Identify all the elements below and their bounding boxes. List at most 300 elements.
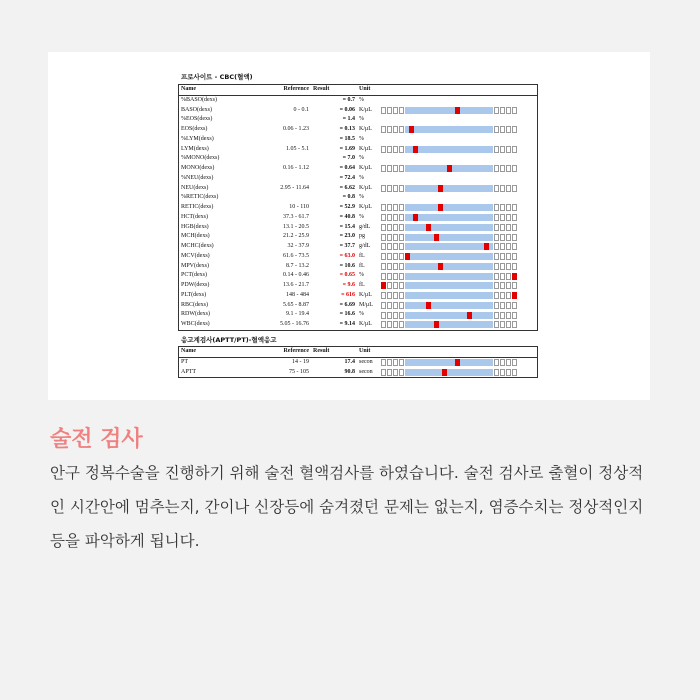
result-value: = 72.4 [339, 174, 355, 181]
coag-section-title: 응고계검사(APTT/PT)-혈액응고 [181, 336, 277, 344]
reference-range [243, 174, 311, 184]
high-scale-cell [500, 243, 505, 250]
range-scale-cell [379, 310, 538, 320]
reference-range: 21.2 - 25.9 [283, 233, 309, 240]
range-scale-cell [379, 320, 538, 330]
low-scale-cell [381, 253, 386, 260]
low-scale-cell [399, 273, 404, 280]
result-value: = 6.62 [339, 184, 355, 191]
high-scale-cell [506, 234, 511, 241]
low-scale-cell [393, 243, 398, 250]
low-scale-cell [381, 214, 386, 221]
high-scale-cell [506, 224, 511, 231]
reference-range: 32 - 37.9 [287, 243, 309, 249]
range-scale-cell [379, 301, 538, 311]
range-scale-cell [379, 145, 538, 155]
low-scale-cell [387, 369, 392, 376]
range-scale-cell [379, 95, 538, 105]
low-scale-cell [393, 234, 398, 241]
reference-range-bar [405, 185, 493, 192]
low-scale-cell [393, 214, 398, 221]
table-row [179, 368, 538, 378]
reference-range: 148 - 484 [286, 291, 309, 298]
unit-label: K/μL [359, 165, 372, 171]
reference-range [243, 115, 311, 125]
high-scale-cell [512, 369, 517, 376]
unit-label: K/μL [359, 106, 372, 113]
result-value: = 0.13 [339, 126, 355, 132]
low-scale-cell [393, 146, 398, 153]
unit-label: % [359, 194, 364, 201]
reference-range: 2.95 - 11.64 [280, 184, 309, 191]
high-scale-cell [506, 165, 511, 172]
table-row [179, 164, 538, 174]
high-scale-cell [506, 321, 511, 328]
header-result: Result [311, 347, 357, 358]
test-name: MCV(dexs) [181, 252, 210, 259]
low-scale-cell [381, 185, 386, 192]
table-row [179, 145, 538, 155]
low-scale-cell [399, 107, 404, 114]
unit-label: % [359, 272, 364, 279]
low-scale-cell [387, 204, 392, 211]
low-scale-cell [387, 273, 392, 280]
low-scale-cell [399, 321, 404, 328]
table-row [179, 174, 538, 184]
reference-range-bar [405, 243, 493, 250]
reference-range [243, 95, 311, 105]
result-marker [438, 204, 443, 211]
reference-range-bar [405, 263, 493, 270]
high-scale-cell [512, 214, 517, 221]
low-scale-cell [399, 253, 404, 260]
result-marker [484, 243, 489, 250]
high-scale-cell [506, 146, 511, 153]
test-name: HCT(dexs) [181, 213, 208, 220]
test-name: LYM(dexs) [181, 145, 209, 152]
low-scale-cell [387, 214, 392, 221]
range-scale-cell [379, 125, 538, 135]
result-marker [434, 321, 439, 328]
reference-range-bar [405, 126, 493, 133]
high-scale-cell [500, 312, 505, 319]
result-marker [434, 234, 439, 241]
reference-range: 9.1 - 19.4 [286, 311, 309, 318]
table-row [179, 223, 538, 233]
high-scale-cell [500, 204, 505, 211]
low-scale-cell [387, 263, 392, 270]
low-scale-cell [399, 214, 404, 221]
range-scale [381, 312, 535, 319]
header-name: Name [179, 85, 244, 96]
coag-header-row [179, 347, 538, 358]
header-name: Name [179, 347, 244, 358]
range-scale [381, 321, 535, 328]
high-scale-cell [506, 107, 511, 114]
header-reference: Reference [243, 347, 311, 358]
high-scale-cell [506, 312, 511, 319]
high-scale-cell [494, 263, 499, 270]
high-scale-cell [500, 321, 505, 328]
unit-label: secon [359, 368, 373, 375]
range-scale-cell [379, 291, 538, 301]
unit-label: pg [359, 233, 365, 240]
unit-label: secon [359, 358, 373, 365]
low-scale-cell [393, 126, 398, 133]
reference-range: 10 - 110 [289, 204, 309, 210]
table-row [179, 271, 538, 281]
high-scale-cell [494, 321, 499, 328]
unit-label: K/μL [359, 291, 372, 298]
high-scale-cell [506, 243, 511, 250]
result-marker [455, 107, 460, 114]
table-row [179, 291, 538, 301]
unit-label: K/μL [359, 204, 372, 210]
low-scale-cell [387, 302, 392, 309]
result-value: = 63.0 [339, 252, 355, 259]
unit-label: K/μL [359, 126, 372, 132]
reference-range [243, 193, 311, 203]
low-scale-cell [381, 107, 386, 114]
test-name: %RETIC(dexs) [181, 194, 219, 201]
reference-range: 0 - 0.1 [293, 106, 309, 113]
unit-label: % [359, 96, 364, 103]
high-scale-cell [506, 282, 511, 289]
range-scale-cell [379, 357, 538, 367]
unit-label: fL [359, 252, 365, 259]
result-marker [438, 185, 443, 192]
low-scale-cell [381, 312, 386, 319]
test-name: PCT(dexs) [181, 272, 207, 279]
result-marker [426, 302, 431, 309]
coag-table [178, 346, 538, 378]
high-scale-cell [512, 243, 517, 250]
unit-label: fL [359, 262, 365, 269]
result-value: = 0.7 [342, 96, 355, 103]
reference-range-bar [405, 165, 493, 172]
high-scale-cell [506, 369, 511, 376]
high-scale-cell [500, 263, 505, 270]
low-scale-cell [387, 243, 392, 250]
reference-range-bar [405, 282, 493, 289]
range-scale [381, 263, 535, 270]
low-scale-cell [393, 282, 398, 289]
range-scale-cell [379, 106, 538, 116]
result-marker [455, 359, 460, 366]
high-scale-cell [500, 253, 505, 260]
unit-label: % [359, 213, 364, 220]
high-scale-cell [512, 253, 517, 260]
high-scale-cell [494, 369, 499, 376]
low-scale-cell [387, 185, 392, 192]
high-scale-cell [512, 165, 517, 172]
table-row [179, 232, 538, 242]
unit-label: M/μL [359, 301, 373, 308]
table-row [179, 310, 538, 320]
high-scale-cell [500, 359, 505, 366]
high-scale-cell [494, 359, 499, 366]
low-scale-cell [399, 165, 404, 172]
range-scale-cell [379, 213, 538, 223]
high-scale-cell [512, 273, 517, 280]
result-value: = 37.7 [339, 243, 355, 249]
test-name: HGB(dexs) [181, 223, 209, 230]
test-name: MCH(dexs) [181, 233, 210, 240]
low-scale-cell [393, 263, 398, 270]
high-scale-cell [494, 165, 499, 172]
unit-label: K/μL [359, 321, 372, 327]
table-row [179, 262, 538, 272]
high-scale-cell [512, 126, 517, 133]
low-scale-cell [393, 369, 398, 376]
reference-range-bar [405, 204, 493, 211]
low-scale-cell [393, 312, 398, 319]
result-value: = 1.69 [339, 145, 355, 152]
result-value: = 9.14 [339, 321, 355, 327]
high-scale-cell [500, 273, 505, 280]
table-row [179, 125, 538, 135]
low-scale-cell [399, 204, 404, 211]
low-scale-cell [381, 165, 386, 172]
result-value: = 18.5 [339, 135, 355, 142]
result-value: 17.4 [344, 358, 355, 365]
test-name: %LYM(dexs) [181, 135, 214, 142]
high-scale-cell [506, 292, 511, 299]
reference-range: 13.1 - 20.5 [283, 223, 309, 230]
cbc-section-title: 프로사이트 - CBC(혈액) [181, 73, 253, 81]
result-marker [409, 126, 414, 133]
section-heading: 술전 검사 [50, 427, 143, 452]
low-scale-cell [387, 359, 392, 366]
low-scale-cell [399, 282, 404, 289]
table-row [179, 252, 538, 262]
range-scale [381, 273, 535, 280]
high-scale-cell [506, 263, 511, 270]
high-scale-cell [500, 107, 505, 114]
low-scale-cell [381, 273, 386, 280]
header-reference: Reference [243, 85, 311, 96]
result-value: = 52.9 [339, 204, 355, 210]
low-scale-cell [381, 302, 386, 309]
low-scale-cell [393, 107, 398, 114]
high-scale-cell [512, 302, 517, 309]
high-scale-cell [500, 126, 505, 133]
range-scale-cell [379, 368, 538, 378]
result-value: = 0.8 [342, 194, 355, 201]
reference-range-bar [405, 253, 493, 260]
high-scale-cell [500, 369, 505, 376]
header-unit: Unit [357, 85, 379, 96]
low-scale-cell [387, 234, 392, 241]
table-row [179, 301, 538, 311]
low-scale-cell [393, 185, 398, 192]
reference-range-bar [405, 321, 493, 328]
test-name: BASO(dexs) [181, 106, 212, 113]
range-scale-cell [379, 184, 538, 194]
unit-label: % [359, 155, 364, 162]
high-scale-cell [512, 263, 517, 270]
low-scale-cell [387, 312, 392, 319]
low-scale-cell [387, 321, 392, 328]
reference-range: 5.65 - 8.87 [283, 301, 309, 308]
reference-range: 8.7 - 13.2 [286, 262, 309, 269]
low-scale-cell [399, 312, 404, 319]
low-scale-cell [381, 243, 386, 250]
range-scale-cell [379, 203, 538, 213]
low-scale-cell [381, 292, 386, 299]
low-scale-cell [399, 146, 404, 153]
reference-range: 0.16 - 1.12 [283, 165, 309, 171]
reference-range-bar [405, 302, 493, 309]
test-name: %BASO(dexs) [181, 96, 217, 103]
result-marker [413, 146, 418, 153]
result-value: = 15.4 [339, 223, 355, 230]
result-value: = 9.6 [342, 282, 355, 288]
result-marker [442, 369, 447, 376]
header-scale [379, 85, 538, 96]
unit-label: fL [359, 282, 365, 288]
reference-range: 0.14 - 0.46 [283, 272, 309, 279]
result-value: = 1.4 [342, 116, 355, 123]
high-scale-cell [494, 292, 499, 299]
range-scale [381, 292, 535, 299]
unit-label: g/dL [359, 223, 371, 230]
reference-range-bar [405, 273, 493, 280]
high-scale-cell [506, 253, 511, 260]
low-scale-cell [393, 204, 398, 211]
low-scale-cell [393, 224, 398, 231]
header-result: Result [311, 85, 357, 96]
high-scale-cell [512, 321, 517, 328]
high-scale-cell [500, 146, 505, 153]
low-scale-cell [387, 282, 392, 289]
low-scale-cell [393, 302, 398, 309]
test-name: RETIC(dexs) [181, 204, 214, 210]
unit-label: K/μL [359, 145, 372, 152]
low-scale-cell [381, 146, 386, 153]
test-name: RBC(dexs) [181, 301, 208, 308]
range-scale [381, 369, 535, 376]
range-scale-cell [379, 193, 538, 203]
reference-range-bar [405, 107, 493, 114]
low-scale-cell [381, 321, 386, 328]
high-scale-cell [506, 126, 511, 133]
lab-report-panel [48, 52, 650, 400]
high-scale-cell [506, 359, 511, 366]
result-marker [447, 165, 452, 172]
range-scale-cell [379, 242, 538, 252]
low-scale-cell [399, 234, 404, 241]
high-scale-cell [500, 282, 505, 289]
range-scale-cell [379, 115, 538, 125]
table-row [179, 106, 538, 116]
cbc-header-row [179, 85, 538, 96]
result-marker [413, 214, 418, 221]
high-scale-cell [512, 234, 517, 241]
result-marker [438, 263, 443, 270]
result-marker [405, 253, 410, 260]
high-scale-cell [500, 224, 505, 231]
result-value: = 0.65 [339, 272, 355, 279]
range-scale-cell [379, 262, 538, 272]
range-scale-cell [379, 281, 538, 291]
reference-range: 75 - 105 [289, 368, 309, 375]
high-scale-cell [494, 126, 499, 133]
high-scale-cell [512, 204, 517, 211]
reference-range-bar [405, 312, 493, 319]
high-scale-cell [512, 224, 517, 231]
high-scale-cell [512, 107, 517, 114]
table-row [179, 184, 538, 194]
low-scale-cell [381, 359, 386, 366]
low-scale-cell [381, 234, 386, 241]
range-scale [381, 185, 535, 192]
high-scale-cell [506, 185, 511, 192]
reference-range [243, 135, 311, 145]
low-scale-cell [387, 224, 392, 231]
unit-label: % [359, 311, 364, 318]
low-scale-cell [381, 204, 386, 211]
reference-range-bar [405, 359, 493, 366]
test-name: APTT [181, 368, 196, 375]
reference-range-bar [405, 214, 493, 221]
table-row [179, 320, 538, 330]
range-scale [381, 204, 535, 211]
high-scale-cell [494, 204, 499, 211]
high-scale-cell [512, 146, 517, 153]
high-scale-cell [500, 165, 505, 172]
result-value: = 6.69 [339, 301, 355, 308]
test-name: PT [181, 358, 189, 365]
range-scale [381, 146, 535, 153]
test-name: %NEU(dexs) [181, 174, 214, 181]
low-scale-cell [387, 146, 392, 153]
low-scale-cell [393, 165, 398, 172]
high-scale-cell [506, 204, 511, 211]
result-value: = 40.8 [339, 213, 355, 220]
header-scale [379, 347, 538, 358]
result-value: 90.8 [344, 368, 355, 375]
result-value: = 16.6 [339, 311, 355, 318]
range-scale [381, 234, 535, 241]
high-scale-cell [494, 146, 499, 153]
low-scale-cell [399, 292, 404, 299]
low-scale-cell [393, 292, 398, 299]
high-scale-cell [494, 107, 499, 114]
low-scale-cell [393, 321, 398, 328]
range-scale [381, 253, 535, 260]
low-scale-cell [393, 273, 398, 280]
unit-label: % [359, 135, 364, 142]
low-scale-cell [399, 126, 404, 133]
result-value: = 0.06 [339, 106, 355, 113]
range-scale-cell [379, 271, 538, 281]
range-scale-cell [379, 252, 538, 262]
low-scale-cell [387, 107, 392, 114]
range-scale-cell [379, 223, 538, 233]
unit-label: % [359, 174, 364, 181]
table-row [179, 242, 538, 252]
range-scale [381, 243, 535, 250]
test-name: %EOS(dexs) [181, 116, 213, 123]
low-scale-cell [399, 369, 404, 376]
low-scale-cell [399, 359, 404, 366]
low-scale-cell [387, 253, 392, 260]
high-scale-cell [494, 214, 499, 221]
test-name: MCHC(dexs) [181, 243, 214, 249]
cbc-table [178, 84, 538, 331]
table-row [179, 193, 538, 203]
